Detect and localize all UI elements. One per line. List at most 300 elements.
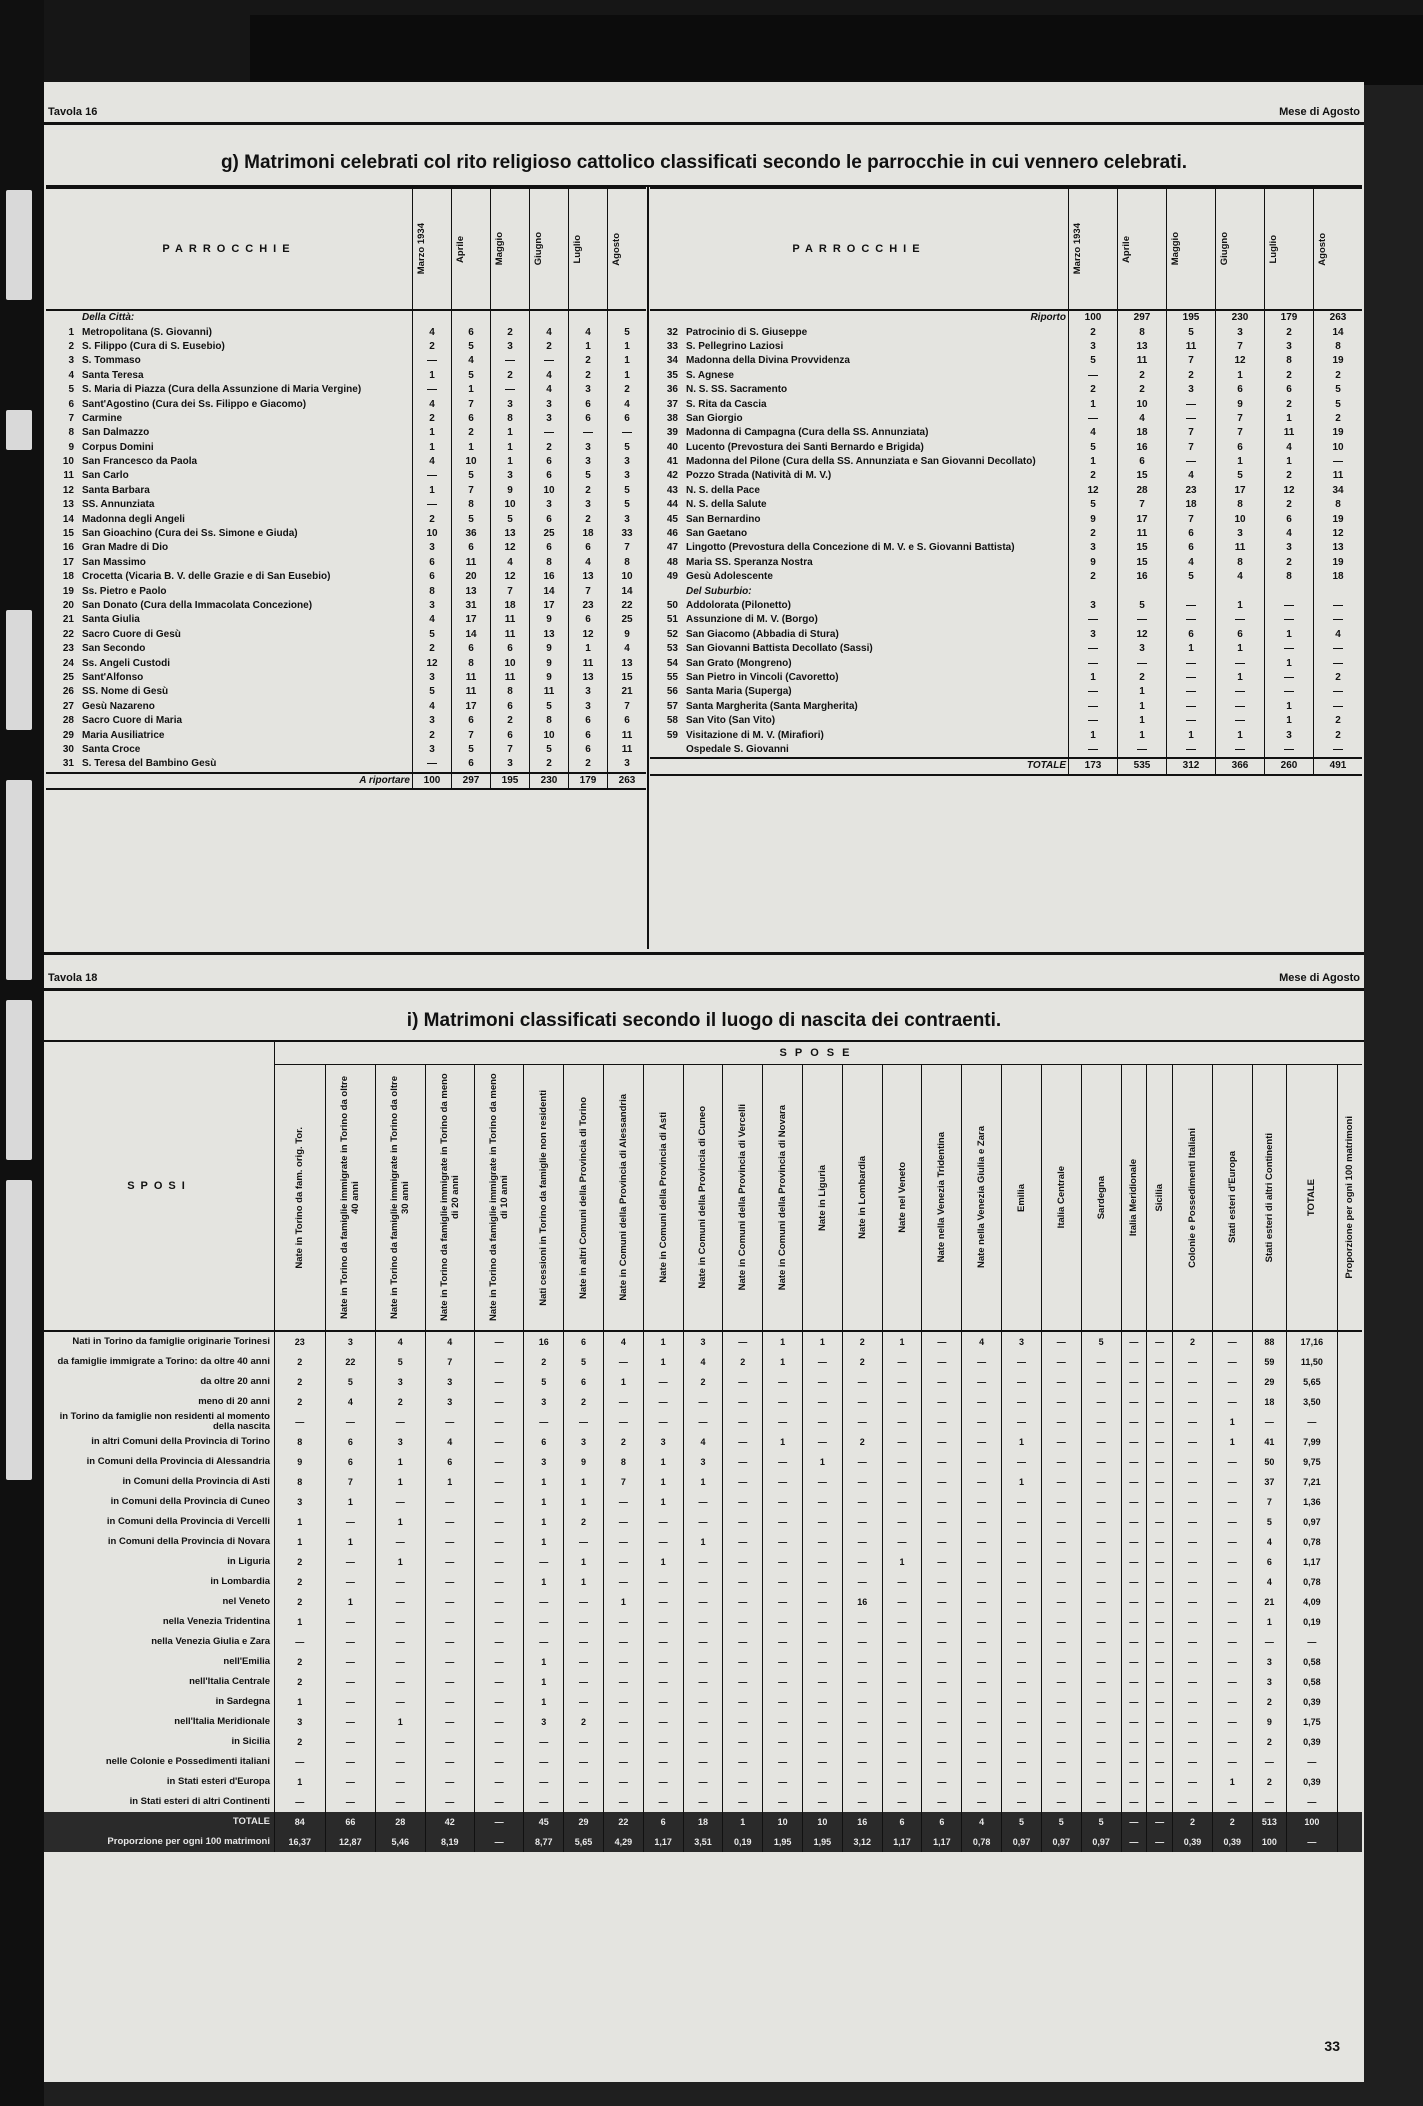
count-cell: —: [842, 1532, 882, 1552]
month-value: —: [1167, 455, 1216, 469]
count-cell: 5: [1252, 1512, 1286, 1532]
count-cell: —: [474, 1652, 523, 1672]
count-cell: —: [1002, 1392, 1042, 1412]
count-cell: —: [1121, 1572, 1147, 1592]
count-cell: 0,78: [1287, 1532, 1338, 1552]
groom-origin-label: in Torino da famiglie non residenti al momento della nascita: [59, 1412, 270, 1432]
month-value: 2: [413, 340, 452, 354]
count-cell: —: [882, 1692, 922, 1712]
month-value: 3: [569, 498, 608, 512]
count-cell: —: [325, 1412, 376, 1432]
count-cell: 2: [564, 1392, 604, 1412]
count-cell: —: [564, 1632, 604, 1652]
month-value: 230: [1216, 310, 1265, 325]
count-cell: 1: [643, 1552, 683, 1572]
count-cell: 1: [1002, 1472, 1042, 1492]
month-value: 6: [452, 412, 491, 426]
parish-name: Santa Teresa: [82, 369, 144, 381]
rule: [44, 988, 1364, 991]
bride-column-label: Nati cessioni in Torino da famiglie non residenti: [538, 1089, 550, 1306]
count-cell: [1337, 1692, 1362, 1712]
count-cell: 50: [1252, 1452, 1286, 1472]
month-value: 16: [530, 570, 569, 584]
count-cell: —: [1173, 1552, 1213, 1572]
month-value: 6: [452, 325, 491, 339]
count-cell: —: [723, 1672, 763, 1692]
count-cell: 1: [325, 1532, 376, 1552]
count-cell: 100: [1287, 1812, 1338, 1832]
empty-cell: [1167, 584, 1216, 598]
month-value: 9: [491, 484, 530, 498]
count-cell: —: [922, 1412, 962, 1432]
count-cell: —: [723, 1572, 763, 1592]
groom-origin-label: nel Veneto: [222, 1596, 270, 1607]
count-cell: —: [683, 1512, 723, 1532]
count-cell: 1: [603, 1592, 643, 1612]
count-cell: —: [922, 1432, 962, 1452]
count-cell: —: [603, 1612, 643, 1632]
count-cell: 3: [524, 1392, 564, 1412]
count-cell: —: [1081, 1372, 1121, 1392]
bride-column-label: Nate in Comuni della Provincia di Alessandria: [617, 1094, 629, 1301]
count-cell: 3,50: [1287, 1392, 1338, 1412]
month-value: 1: [452, 441, 491, 455]
month-value: 366: [1216, 758, 1265, 774]
count-cell: —: [643, 1712, 683, 1732]
count-cell: —: [1252, 1792, 1286, 1812]
scan-shadow: [250, 15, 1423, 85]
month-value: 18: [569, 527, 608, 541]
count-cell: —: [723, 1331, 763, 1352]
row-number: 55: [666, 671, 678, 683]
count-cell: —: [425, 1612, 474, 1632]
month-value: 8: [491, 412, 530, 426]
count-cell: —: [962, 1752, 1002, 1772]
month-value: 13: [608, 656, 647, 670]
count-cell: —: [643, 1572, 683, 1592]
row-number: [650, 743, 684, 758]
count-cell: —: [882, 1592, 922, 1612]
section-label: Del Suburbio:: [686, 585, 752, 597]
count-cell: —: [723, 1612, 763, 1632]
count-cell: —: [1173, 1472, 1213, 1492]
count-cell: 1,17: [1287, 1552, 1338, 1572]
parish-row: [46, 498, 646, 512]
month-value: 3: [1216, 527, 1265, 541]
month-value: 15: [608, 671, 647, 685]
month-value: 1: [1118, 685, 1167, 699]
side-tab-6: [6, 1180, 32, 1480]
bride-column-label: Nate in Comuni della Provincia di Cuneo: [697, 1106, 709, 1289]
count-cell: 1: [1252, 1612, 1286, 1632]
groom-row: [44, 1612, 1362, 1632]
parish-name: S. Agnese: [686, 369, 734, 381]
row-number: 25: [62, 671, 74, 683]
count-cell: —: [842, 1732, 882, 1752]
parish-name: Madonna di Campagna (Cura della SS. Annunziata): [686, 427, 929, 439]
month-value: 6: [491, 700, 530, 714]
count-cell: 1: [643, 1331, 683, 1352]
count-cell: —: [1002, 1512, 1042, 1532]
count-cell: —: [1212, 1632, 1252, 1652]
month-value: 2: [413, 412, 452, 426]
count-cell: 1: [524, 1692, 564, 1712]
count-cell: 1: [275, 1532, 326, 1552]
count-cell: —: [842, 1372, 882, 1392]
month-value: 2: [1314, 714, 1363, 728]
month-value: 4: [608, 642, 647, 656]
parish-name: SS. Nome di Gesù: [82, 686, 169, 698]
month-value: 179: [569, 773, 608, 789]
parish-name: Santa Barbara: [82, 484, 150, 496]
count-cell: —: [1081, 1512, 1121, 1532]
count-cell: —: [1147, 1612, 1173, 1632]
count-cell: —: [803, 1492, 843, 1512]
month-value: 5: [452, 340, 491, 354]
month-value: 3: [1167, 383, 1216, 397]
parish-row: [46, 484, 646, 498]
section-row: [650, 584, 1362, 598]
spacer: [650, 584, 684, 598]
count-cell: —: [643, 1652, 683, 1672]
count-cell: 2: [1252, 1732, 1286, 1752]
count-cell: —: [1002, 1732, 1042, 1752]
count-cell: 1: [1212, 1432, 1252, 1452]
row-number: 32: [666, 326, 678, 338]
count-cell: —: [524, 1612, 564, 1632]
count-cell: 1: [376, 1472, 425, 1492]
month-value: 11: [530, 685, 569, 699]
count-cell: —: [803, 1792, 843, 1812]
count-cell: —: [524, 1752, 564, 1772]
count-cell: —: [1121, 1832, 1147, 1852]
count-cell: 1: [683, 1532, 723, 1552]
bride-column-header: [763, 1065, 803, 1332]
month-value: 9: [530, 656, 569, 670]
count-cell: 5: [1081, 1331, 1121, 1352]
count-cell: —: [603, 1532, 643, 1552]
parish-name: San Gaetano: [686, 528, 748, 540]
parish-name: Sacro Cuore di Gesù: [82, 628, 181, 640]
count-cell: —: [1121, 1652, 1147, 1672]
count-cell: 2: [1252, 1692, 1286, 1712]
count-cell: 6: [1252, 1552, 1286, 1572]
count-cell: —: [1173, 1392, 1213, 1412]
parish-row: [46, 325, 646, 339]
count-cell: —: [425, 1572, 474, 1592]
month-value: 18: [1118, 426, 1167, 440]
count-cell: —: [962, 1792, 1002, 1812]
count-cell: —: [474, 1472, 523, 1492]
count-cell: —: [962, 1372, 1002, 1392]
month-value: 6: [530, 512, 569, 526]
count-cell: —: [643, 1392, 683, 1412]
row-number: 13: [62, 499, 74, 511]
month-value: —: [1216, 613, 1265, 627]
parish-name: Sant'Alfonso: [82, 671, 144, 683]
month-value: 3: [1265, 728, 1314, 742]
month-value: —: [1314, 743, 1363, 758]
count-cell: —: [564, 1692, 604, 1712]
count-cell: —: [842, 1712, 882, 1732]
count-cell: 6: [524, 1432, 564, 1452]
bride-column-header: [1041, 1065, 1081, 1332]
count-cell: —: [922, 1592, 962, 1612]
month-value: 6: [491, 728, 530, 742]
count-cell: —: [1173, 1492, 1213, 1512]
month-value: —: [1216, 743, 1265, 758]
count-cell: —: [1041, 1752, 1081, 1772]
count-cell: 22: [603, 1812, 643, 1832]
row-number: 57: [666, 700, 678, 712]
month-value: 6: [452, 541, 491, 555]
parish-name: Lingotto (Prevostura della Concezione di M. V. e S. Giovanni Battista): [686, 542, 1015, 554]
bride-column-header: [474, 1065, 523, 1332]
count-cell: —: [962, 1532, 1002, 1552]
count-cell: 66: [325, 1812, 376, 1832]
count-cell: —: [922, 1452, 962, 1472]
row-number: [650, 758, 684, 774]
month-value: —: [1216, 685, 1265, 699]
row-number: 23: [62, 643, 74, 655]
count-cell: —: [1081, 1352, 1121, 1372]
count-cell: 23: [275, 1331, 326, 1352]
count-cell: —: [922, 1372, 962, 1392]
count-cell: 2: [275, 1392, 326, 1412]
month-value: —: [1069, 642, 1118, 656]
month-value: 2: [491, 714, 530, 728]
month-value: 9: [530, 671, 569, 685]
count-cell: —: [1212, 1331, 1252, 1352]
count-cell: —: [842, 1472, 882, 1492]
count-cell: —: [1081, 1452, 1121, 1472]
month-value: —: [1167, 671, 1216, 685]
month-header: Marzo 1934: [1072, 223, 1083, 275]
month-value: 5: [491, 512, 530, 526]
month-value: 8: [413, 584, 452, 598]
count-cell: —: [1041, 1331, 1081, 1352]
month-value: 3: [1069, 628, 1118, 642]
month-value: 6: [1216, 628, 1265, 642]
count-cell: —: [683, 1592, 723, 1612]
count-cell: —: [962, 1472, 1002, 1492]
month-value: 4: [1069, 426, 1118, 440]
count-cell: —: [1081, 1552, 1121, 1572]
groom-row: [44, 1331, 1362, 1352]
count-cell: 1,17: [882, 1832, 922, 1852]
count-cell: —: [425, 1492, 474, 1512]
carried-row: [650, 310, 1362, 325]
count-cell: —: [803, 1432, 843, 1452]
row-number: 27: [62, 700, 74, 712]
count-cell: 8: [275, 1432, 326, 1452]
count-cell: 3: [683, 1331, 723, 1352]
count-cell: —: [763, 1552, 803, 1572]
count-cell: —: [643, 1612, 683, 1632]
count-cell: 1: [1212, 1412, 1252, 1432]
count-cell: —: [474, 1512, 523, 1532]
month-value: 36: [452, 527, 491, 541]
month-value: 1: [1069, 455, 1118, 469]
month-value: —: [1167, 397, 1216, 411]
count-cell: 7: [325, 1472, 376, 1492]
month-header: Giugno: [533, 232, 544, 266]
month-value: 8: [1265, 570, 1314, 584]
month-value: 4: [413, 455, 452, 469]
month-value: 4: [1265, 527, 1314, 541]
month-value: 1: [452, 383, 491, 397]
count-cell: —: [1081, 1412, 1121, 1432]
month-value: 2: [569, 369, 608, 383]
count-cell: 1: [723, 1812, 763, 1832]
count-cell: 4: [325, 1392, 376, 1412]
groom-row: [44, 1752, 1362, 1772]
month-value: 2: [569, 757, 608, 772]
count-cell: 2: [564, 1712, 604, 1732]
count-cell: —: [763, 1532, 803, 1552]
count-cell: 2: [842, 1352, 882, 1372]
month-value: 5: [413, 685, 452, 699]
month-value: 3: [569, 441, 608, 455]
month-value: 8: [1314, 498, 1363, 512]
count-cell: —: [1121, 1452, 1147, 1472]
count-cell: [1337, 1352, 1362, 1372]
month-value: 11: [1118, 527, 1167, 541]
count-cell: —: [1173, 1712, 1213, 1732]
count-cell: —: [1173, 1772, 1213, 1792]
row-number: [650, 310, 684, 325]
empty-cell: [413, 310, 452, 325]
count-cell: —: [425, 1632, 474, 1652]
bride-column-label: Nate nella Venezia Tridentina: [936, 1132, 948, 1263]
month-value: 1: [413, 369, 452, 383]
parish-name: Maria SS. Speranza Nostra: [686, 556, 813, 568]
count-cell: —: [1173, 1372, 1213, 1392]
count-cell: —: [325, 1552, 376, 1572]
count-cell: —: [425, 1652, 474, 1672]
month-value: 3: [530, 397, 569, 411]
month-value: 10: [530, 728, 569, 742]
month-value: 7: [1216, 426, 1265, 440]
parish-row: [650, 354, 1362, 368]
count-cell: 3: [564, 1432, 604, 1452]
count-cell: 4: [376, 1331, 425, 1352]
count-cell: —: [723, 1632, 763, 1652]
groom-origin-label: Nati in Torino da famiglie originarie Torinesi: [72, 1336, 270, 1347]
count-cell: —: [643, 1752, 683, 1772]
count-cell: —: [524, 1592, 564, 1612]
count-cell: —: [1081, 1652, 1121, 1672]
groom-origin-label: Proporzione per ogni 100 matrimoni: [44, 1832, 275, 1852]
month-value: 1: [1265, 412, 1314, 426]
row-number: 8: [68, 427, 74, 439]
count-cell: —: [922, 1552, 962, 1572]
count-cell: —: [425, 1792, 474, 1812]
bride-column-label: Nate nel Veneto: [896, 1162, 908, 1233]
parish-name: Gesù Nazareno: [82, 700, 155, 712]
count-cell: —: [763, 1372, 803, 1392]
count-cell: 2: [524, 1352, 564, 1372]
count-cell: —: [376, 1632, 425, 1652]
count-cell: —: [1121, 1412, 1147, 1432]
parish-row: [46, 685, 646, 699]
count-cell: 3: [683, 1452, 723, 1472]
groom-origin-label: nella Venezia Giulia e Zara: [151, 1636, 270, 1647]
count-cell: —: [922, 1632, 962, 1652]
month-value: 7: [452, 397, 491, 411]
month-value: 4: [1118, 412, 1167, 426]
parish-name: Santa Croce: [82, 743, 141, 755]
count-cell: 1: [763, 1432, 803, 1452]
parish-name: S. Filippo (Cura di S. Eusebio): [82, 340, 225, 352]
count-cell: 7,21: [1287, 1472, 1338, 1492]
month-value: 6: [569, 714, 608, 728]
count-cell: —: [643, 1412, 683, 1432]
month-value: 1: [1118, 714, 1167, 728]
month-value: 6: [608, 412, 647, 426]
parish-column-heading: PARROCCHIE: [162, 243, 296, 255]
count-cell: 3,12: [842, 1832, 882, 1852]
count-cell: 2: [1252, 1772, 1286, 1792]
count-cell: —: [474, 1792, 523, 1812]
month-header: Aprile: [1121, 235, 1132, 263]
parish-name: Crocetta (Vicaria B. V. delle Grazie e di San Eusebio): [82, 571, 331, 583]
month-value: 10: [491, 656, 530, 670]
count-cell: —: [1212, 1532, 1252, 1552]
count-cell: —: [1212, 1572, 1252, 1592]
count-cell: [1337, 1812, 1362, 1832]
count-cell: —: [882, 1512, 922, 1532]
month-value: 6: [1118, 455, 1167, 469]
month-value: 6: [452, 714, 491, 728]
bride-column-label: Nate nella Venezia Giulia e Zara: [976, 1126, 988, 1269]
count-cell: —: [1212, 1752, 1252, 1772]
count-cell: 3: [1252, 1652, 1286, 1672]
count-cell: —: [962, 1672, 1002, 1692]
count-cell: —: [1002, 1352, 1042, 1372]
count-cell: [1337, 1572, 1362, 1592]
parish-name: Madonna della Divina Provvidenza: [686, 355, 850, 367]
parish-row: [46, 340, 646, 354]
month-value: 6: [569, 743, 608, 757]
month-value: 13: [491, 527, 530, 541]
count-cell: 17,16: [1287, 1331, 1338, 1352]
parish-row: [46, 613, 646, 627]
count-cell: —: [1121, 1592, 1147, 1612]
month-value: 5: [452, 743, 491, 757]
month-value: 4: [1314, 628, 1363, 642]
parish-name: S. Tommaso: [82, 355, 141, 367]
count-cell: 0,39: [1287, 1692, 1338, 1712]
count-cell: 16: [524, 1331, 564, 1352]
count-cell: —: [603, 1652, 643, 1672]
total-row: [44, 1812, 1362, 1832]
count-cell: 1: [882, 1331, 922, 1352]
suburb-row: [650, 642, 1362, 656]
row-number: 20: [62, 600, 74, 611]
count-cell: —: [683, 1492, 723, 1512]
count-cell: 4: [683, 1432, 723, 1452]
count-cell: —: [325, 1612, 376, 1632]
count-cell: —: [962, 1492, 1002, 1512]
count-cell: —: [524, 1552, 564, 1572]
count-cell: —: [962, 1612, 1002, 1632]
count-cell: [1337, 1772, 1362, 1792]
count-cell: 2: [275, 1552, 326, 1572]
row-number: 29: [62, 729, 74, 741]
month-value: 2: [1265, 498, 1314, 512]
count-cell: —: [922, 1331, 962, 1352]
